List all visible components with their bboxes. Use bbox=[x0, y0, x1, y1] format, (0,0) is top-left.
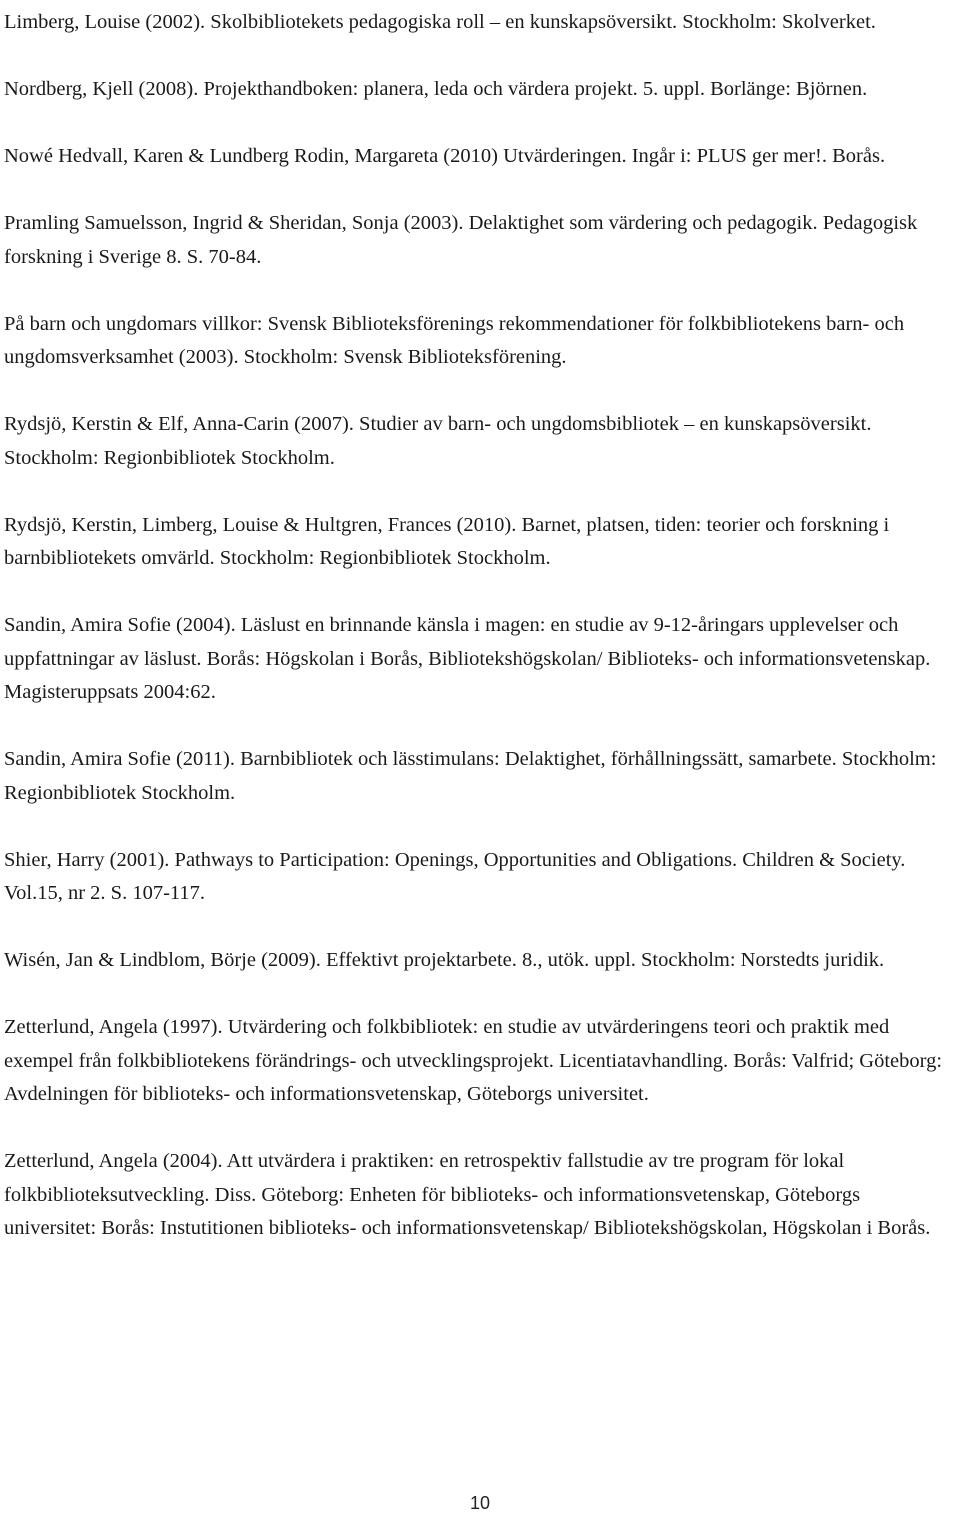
reference-sandin-2011: Sandin, Amira Sofie (2011). Barnbibliotek och lässtimulans: Delaktighet, förhållningssätt, samarbete. Stockholm: Regionbibliotek Stockholm. bbox=[4, 748, 937, 804]
reference-nordberg-2008: Nordberg, Kjell (2008). Projekthandboken: planera, leda och värdera projekt. 5. uppl. Borlänge: Björnen. bbox=[4, 78, 868, 100]
reference-rydsjo-limberg-hultgren-2010: Rydsjö, Kerstin, Limberg, Louise & Hultgren, Frances (2010). Barnet, platsen, tiden: teorier och forskning i barnbibliotekets omvärld. Stockholm: Regionbibliotek Stockholm. bbox=[4, 513, 890, 569]
page-number: 10 bbox=[469, 1493, 491, 1513]
reference-zetterlund-1997: Zetterlund, Angela (1997). Utvärdering och folkbibliotek: en studie av utvärderingens teori och praktik med exempel från folkbibliotekens förändrings- och utvecklingsprojekt. Licentiatavhandling. Borås: Valfrid; Göteborg: Avdelningen för biblioteks- och informationsvetenskap, Göteborgs universitet. bbox=[4, 1016, 943, 1105]
reference-shier-2001: Shier, Harry (2001). Pathways to Participation: Openings, Opportunities and Obligations. Children & Society. Vol.15, nr 2. S. 107-117. bbox=[4, 848, 906, 904]
reference-wisen-lindblom-2009: Wisén, Jan & Lindblom, Börje (2009). Effektivt projektarbete. 8., utök. uppl. Stockholm: Norstedts juridik. bbox=[4, 949, 885, 971]
reference-limberg-2002: Limberg, Louise (2002). Skolbibliotekets pedagogiska roll – en kunskapsöversikt. Stockholm: Skolverket. bbox=[4, 11, 876, 33]
reference-sandin-2004: Sandin, Amira Sofie (2004). Läslust en brinnande känsla i magen: en studie av 9-12-åringars upplevelser och uppfattningar av läslust. Borås: Högskolan i Borås, Bibliotekshögskolan/ Biblioteks- och informationsvetenskap. Magisteruppsats 2004:62. bbox=[4, 614, 931, 703]
reference-pramling-samuelsson-2003: Pramling Samuelsson, Ingrid & Sheridan, Sonja (2003). Delaktighet som värdering och pedagogik. Pedagogisk forskning i Sverige 8. S. 70-84. bbox=[4, 212, 918, 268]
reference-list bbox=[4, 6, 948, 1246]
reference-nowe-hedvall-2010: Nowé Hedvall, Karen & Lundberg Rodin, Margareta (2010) Utvärderingen. Ingår i: PLUS ger mer!. Borås. bbox=[4, 145, 886, 167]
reference-pa-barn-och-ungdomars-villkor-2003: På barn och ungdomars villkor: Svensk Biblioteksförenings rekommendationer för folkbibliotekens barn- och ungdomsverksamhet (2003). Stockholm: Svensk Biblioteksförening. bbox=[4, 312, 905, 368]
reference-zetterlund-2004: Zetterlund, Angela (2004). Att utvärdera i praktiken: en retrospektiv fallstudie av tre program för lokal folkbiblioteksutveckling. Diss. Göteborg: Enheten för biblioteks- och informationsvetenskap, Göteborgs universitet: Borås: Instutitionen biblioteks- och informationsvetenskap/ Bibliotekshögskolan, Högskolan i Borås. bbox=[4, 1150, 931, 1239]
reference-rydsjo-elf-2007: Rydsjö, Kerstin & Elf, Anna-Carin (2007). Studier av barn- och ungdomsbibliotek – en kunskapsöversikt. Stockholm: Regionbibliotek Stockholm. bbox=[4, 413, 872, 469]
